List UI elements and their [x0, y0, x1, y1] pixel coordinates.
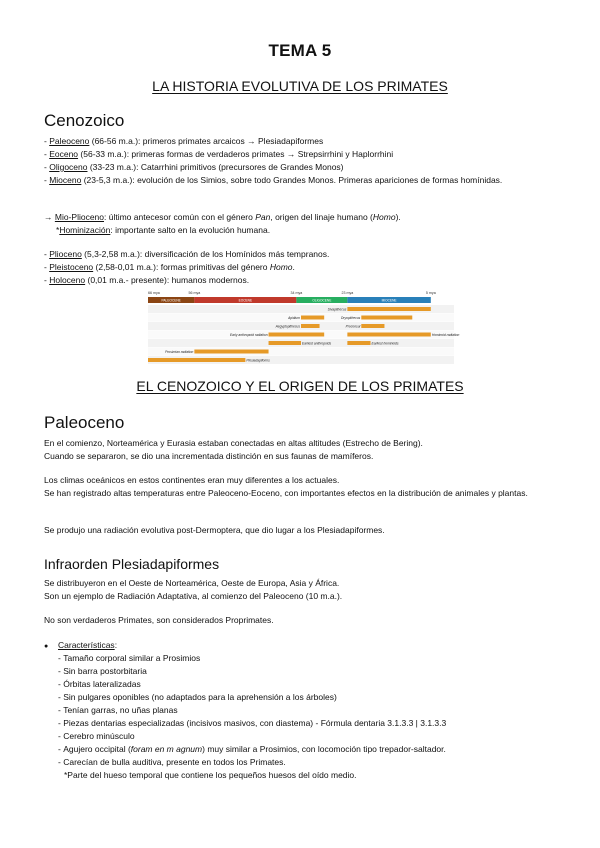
bar-label: Proconsul — [345, 324, 361, 329]
term: Eoceno — [49, 149, 79, 159]
timeline-bar — [347, 307, 430, 311]
list-item-plioceno: - Plioceno (5,3-2,58 m.a.): diversificación de los Homínidos más tempranos. — [44, 249, 330, 259]
timeline-bar — [361, 316, 412, 320]
dash: - — [58, 666, 61, 676]
term: Características — [58, 640, 115, 650]
dash: - — [58, 653, 61, 663]
epoch-label: PALEOCENE — [161, 298, 181, 303]
dash: - — [58, 679, 61, 689]
timeline-bar — [301, 316, 324, 320]
paragraph-line: Son un ejemplo de Radiación Adaptativa, al comienzo del Paleoceno (10 m.a.). — [44, 591, 343, 601]
text: Órbitas lateralizadas — [63, 679, 141, 689]
term: Plioceno — [49, 249, 82, 259]
paragraph-line: En el comienzo, Norteamérica y Eurasia estaban conectadas en altas altitudes (Estrecho de Bering). — [44, 438, 423, 448]
timeline-bar — [269, 341, 301, 345]
section-title-historia: LA HISTORIA EVOLUTIVA DE LOS PRIMATES — [152, 78, 448, 94]
text: Cerebro minúsculo — [63, 731, 135, 741]
list-item-pleistoceno: - Pleistoceno (2,58-0,01 m.a.): formas primitivas del género Homo. — [44, 262, 295, 272]
text: ) muy similar a Prosimios, con locomoción tipo trepador-saltador. — [202, 744, 446, 754]
text: (56-33 m.a.): primeras formas de verdaderos primates → Strepsirrhini y Haplorrhini — [78, 149, 394, 159]
paragraph-line: Los climas oceánicos en estos continentes eran muy diferentes a los actuales. — [44, 475, 340, 485]
text: (66-56 m.a.): primeros primates arcaicos → Plesiadapiformes — [89, 136, 324, 146]
row-background — [148, 348, 454, 356]
text: Sin pulgares oponibles (no adaptados para la aprehensión a los árboles) — [63, 692, 337, 702]
dash: - — [58, 744, 61, 754]
bar-label: Hominoid radiation — [431, 332, 460, 337]
heading-infraorden-plesiadapiformes: Infraorden Plesiadapiformes — [44, 556, 220, 572]
dash: - — [58, 718, 61, 728]
epoch-label: MIOCENE — [381, 298, 397, 303]
text: Sin barra postorbitaria — [63, 666, 147, 676]
bullet-icon: ● — [44, 643, 49, 650]
text: : último antecesor común con el género — [104, 212, 256, 222]
timeline-bar — [148, 358, 245, 362]
footnote: *Parte del hueso temporal que contiene los pequeños huesos del oído medio. — [64, 770, 357, 780]
epoch-label: EOCENE — [238, 298, 253, 303]
dash: - — [58, 692, 61, 702]
hominizacion-line — [44, 224, 571, 237]
text: : — [114, 640, 118, 650]
mio-plioceno-line — [44, 211, 559, 224]
list-item — [44, 730, 573, 743]
paragraph: Se han registrado altas temperaturas entre Paleoceno-Eoceno, con importantes efectos en la distribución de animales y plantas. — [44, 488, 528, 498]
text: Agujero occipital ( — [63, 744, 131, 754]
heading-cenozoico: Cenozoico — [44, 111, 125, 130]
list-item — [44, 652, 573, 665]
tick-label: 56 mya — [188, 291, 201, 295]
bar-label: Plesiadapiforms — [246, 358, 270, 363]
list-item-holoceno: - Holoceno (0,01 m.a.- presente): humanos modernos. — [44, 275, 250, 285]
term: Hominización — [59, 225, 111, 235]
list-item-eoceno: - Eoceno (56-33 m.a.): primeras formas de verdaderos primates → Strepsirrhini y Haplorrhini — [44, 149, 394, 159]
list-item — [44, 704, 573, 717]
list-item-paleoceno: - Paleoceno (66-56 m.a.): primeros primates arcaicos → Plesiadapiformes — [44, 136, 324, 146]
tick-label: 5 mya — [425, 291, 436, 295]
list-item-mioceno: - Mioceno (23-5,3 m.a.): evolución de los Simios, sobre todo Grandes Monos. Primeras apariciones de formas homínidas. — [44, 175, 503, 185]
list-item — [44, 743, 573, 756]
timeline-bar — [301, 324, 320, 328]
text: . — [292, 262, 295, 272]
text-italic: foram en m agnum — [130, 744, 203, 754]
timeline-bar — [361, 324, 384, 328]
text: (2,58-0,01 m.a.): formas primitivas del género — [93, 262, 270, 272]
timeline-bar — [347, 333, 430, 337]
epoch-label: OLIGOCENE — [312, 298, 332, 303]
text: Tenían garras, no uñas planas — [63, 705, 178, 715]
list-item — [44, 717, 573, 730]
paragraph-line: Se produjo una radiación evolutiva post-Dermoptera, que dio lugar a los Plesiadapiformes. — [44, 525, 385, 535]
bar-label: Early anthropoid radiation — [229, 332, 268, 337]
bar-label: Earliest hominoids — [371, 341, 399, 346]
tick-label: 66 mya — [148, 291, 160, 295]
bar-label: Apidium — [288, 315, 300, 320]
paragraph-line: Se distribuyeron en el Oeste de Norteamérica, Oeste de Europa, Asia y África. — [44, 578, 340, 588]
bar-label: Earliest anthropoids — [302, 341, 332, 346]
text: Tamaño corporal similar a Prosimios — [63, 653, 201, 663]
star: * — [56, 225, 60, 235]
timeline-bar — [347, 341, 370, 345]
tick-label: 23 mya — [341, 291, 354, 295]
list-item-oligoceno: - Oligoceno (33-23 m.a.): Catarrhini primitivos (precursores de Grandes Monos) — [44, 162, 344, 172]
heading-paleoceno: Paleoceno — [44, 413, 125, 432]
term: Mio-Plioceno — [54, 212, 105, 222]
dash: - — [58, 757, 61, 767]
text: (23-5,3 m.a.): evolución de los Simios, sobre todo Grandes Monos. Primeras apariciones de formas homínidas. — [81, 175, 503, 185]
bar-label: Sivapithecus — [327, 307, 347, 312]
bar-label: Dryopithecus — [341, 315, 361, 320]
term: Paleoceno — [49, 136, 90, 146]
paragraph-line: No son verdaderos Primates, son considerados Proprimates. — [44, 615, 274, 625]
arrow: → — [44, 212, 55, 222]
paragraph-line: Cuando se separaron, se dio una incrementada distinción en sus faunas de mamíferos. — [44, 451, 374, 461]
timeline-bar — [269, 333, 325, 337]
caracteristicas-bullet — [44, 639, 559, 653]
timeline-bar — [194, 350, 268, 354]
bar-label: Aegyptopithecus — [275, 324, 300, 329]
term: Holoceno — [49, 275, 86, 285]
text-italic: Pan — [255, 212, 271, 222]
text: (0,01 m.a.- presente): humanos modernos. — [85, 275, 250, 285]
dash: - — [58, 705, 61, 715]
list-item — [44, 665, 573, 678]
text-italic: Homo — [372, 212, 396, 222]
list-item — [44, 678, 573, 691]
term: Mioceno — [49, 175, 82, 185]
text: (5,3-2,58 m.a.): diversificación de los Homínidos más tempranos. — [81, 249, 330, 259]
text: Piezas dentarias especializadas (incisivos masivos, con diastema) - Fórmula dentaria 3.1.3.3 | 3.1.3.3 — [63, 718, 447, 728]
text: ). — [395, 212, 401, 222]
bar-label: Prosimian radiation — [165, 349, 194, 354]
text: : importante salto en la evolución humana. — [110, 225, 271, 235]
page-title: TEMA 5 — [268, 41, 332, 60]
tick-label: 34 mya — [290, 291, 303, 295]
text: , origen del linaje humano ( — [270, 212, 373, 222]
primate-evolution-timeline-chart — [142, 289, 460, 364]
term: Oligoceno — [49, 162, 88, 172]
term: Pleistoceno — [49, 262, 94, 272]
dash: - — [58, 731, 61, 741]
section-title-cenozoico-origen: EL CENOZOICO Y EL ORIGEN DE LOS PRIMATES — [136, 378, 464, 394]
list-item — [44, 691, 573, 704]
text: (33-23 m.a.): Catarrhini primitivos (precursores de Grandes Monos) — [87, 162, 344, 172]
text: Carecían de bulla auditiva, presente en todos los Primates. — [63, 757, 286, 767]
list-item — [44, 756, 573, 769]
text-italic: Homo — [269, 262, 293, 272]
